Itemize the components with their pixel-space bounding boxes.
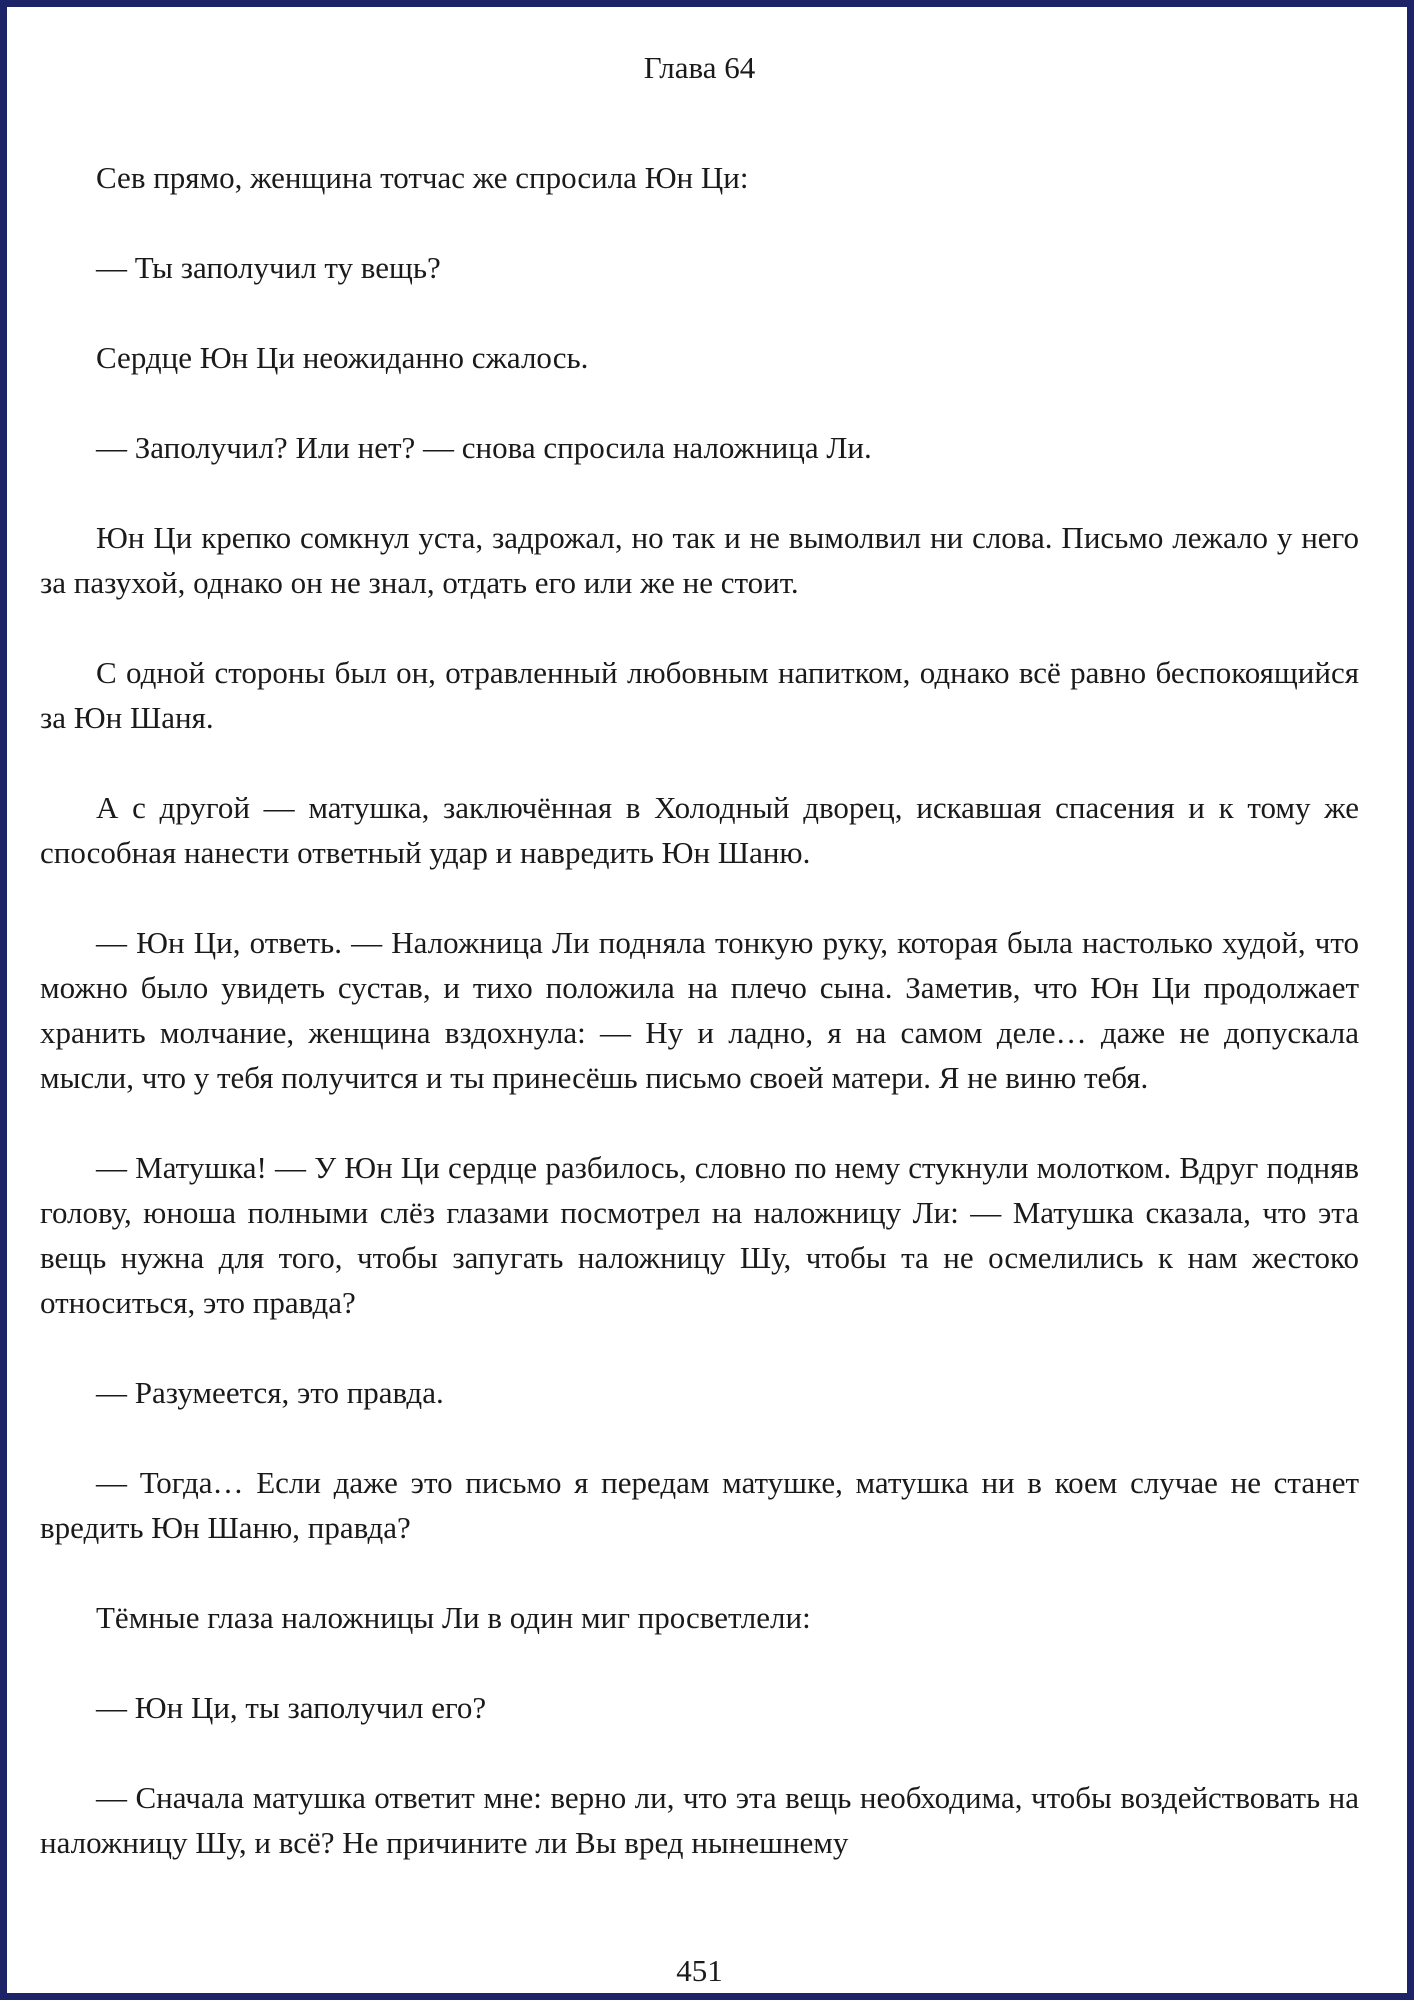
paragraph: — Матушка! — У Юн Ци сердце разбилось, словно по нему стукнули молотком. Вдруг подняв голову, юноша полными слёз глазами посмотрел на наложницу Ли: — Матушка сказала, что эта вещь нужна для того, чтобы запугать наложницу Шу, чтобы та не осмелились к нам жестоко относиться, это правда? xyxy=(40,1150,1359,1320)
paragraph: А с другой — матушка, заключённая в Холодный дворец, искавшая спасения и к тому же способная нанести ответный удар и навредить Юн Шаню. xyxy=(40,790,1359,870)
paragraph: — Юн Ци, ответь. — Наложница Ли подняла тонкую руку, которая была настолько худой, что можно было увидеть сустав, и тихо положила на плечо сына. Заметив, что Юн Ци продолжает хранить молчание, женщина вздохнула: — Ну и ладно, я на самом деле… даже не допускала мысли, что у тебя получится и ты принесёшь письмо своей матери. Я не виню тебя. xyxy=(40,925,1359,1095)
paragraph: Юн Ци крепко сомкнул уста, задрожал, но так и не вымолвил ни слова. Письмо лежало у него за пазухой, однако он не знал, отдать его или же не стоит. xyxy=(40,520,1359,600)
paragraph: — Разумеется, это правда. xyxy=(96,1375,444,1410)
paragraph: — Ты заполучил ту вещь? xyxy=(96,250,441,285)
book-page xyxy=(40,0,1359,2000)
paragraph: — Тогда… Если даже это письмо я передам матушке, матушка ни в коем случае не станет вредить Юн Шаню, правда? xyxy=(40,1465,1359,1545)
paragraph: С одной стороны был он, отравленный любовным напитком, однако всё равно беспокоящийся за Юн Шаня. xyxy=(40,655,1359,735)
paragraph: — Заполучил? Или нет? — снова спросила наложница Ли. xyxy=(96,430,872,465)
paragraph: Сев прямо, женщина тотчас же спросила Юн Ци: xyxy=(96,160,749,195)
paragraph: — Юн Ци, ты заполучил его? xyxy=(96,1690,487,1725)
page-body xyxy=(40,155,1359,1910)
page-number: 451 xyxy=(676,1953,723,1988)
paragraph: Тёмные глаза наложницы Ли в один миг просветлели: xyxy=(96,1600,811,1635)
paragraph: Сердце Юн Ци неожиданно сжалось. xyxy=(96,340,589,375)
paragraph: — Сначала матушка ответит мне: верно ли, что эта вещь необходима, чтобы воздействовать на наложницу Шу, и всё? Не причините ли Вы вред нынешнему xyxy=(40,1780,1359,1860)
chapter-title: Глава 64 xyxy=(643,50,756,85)
